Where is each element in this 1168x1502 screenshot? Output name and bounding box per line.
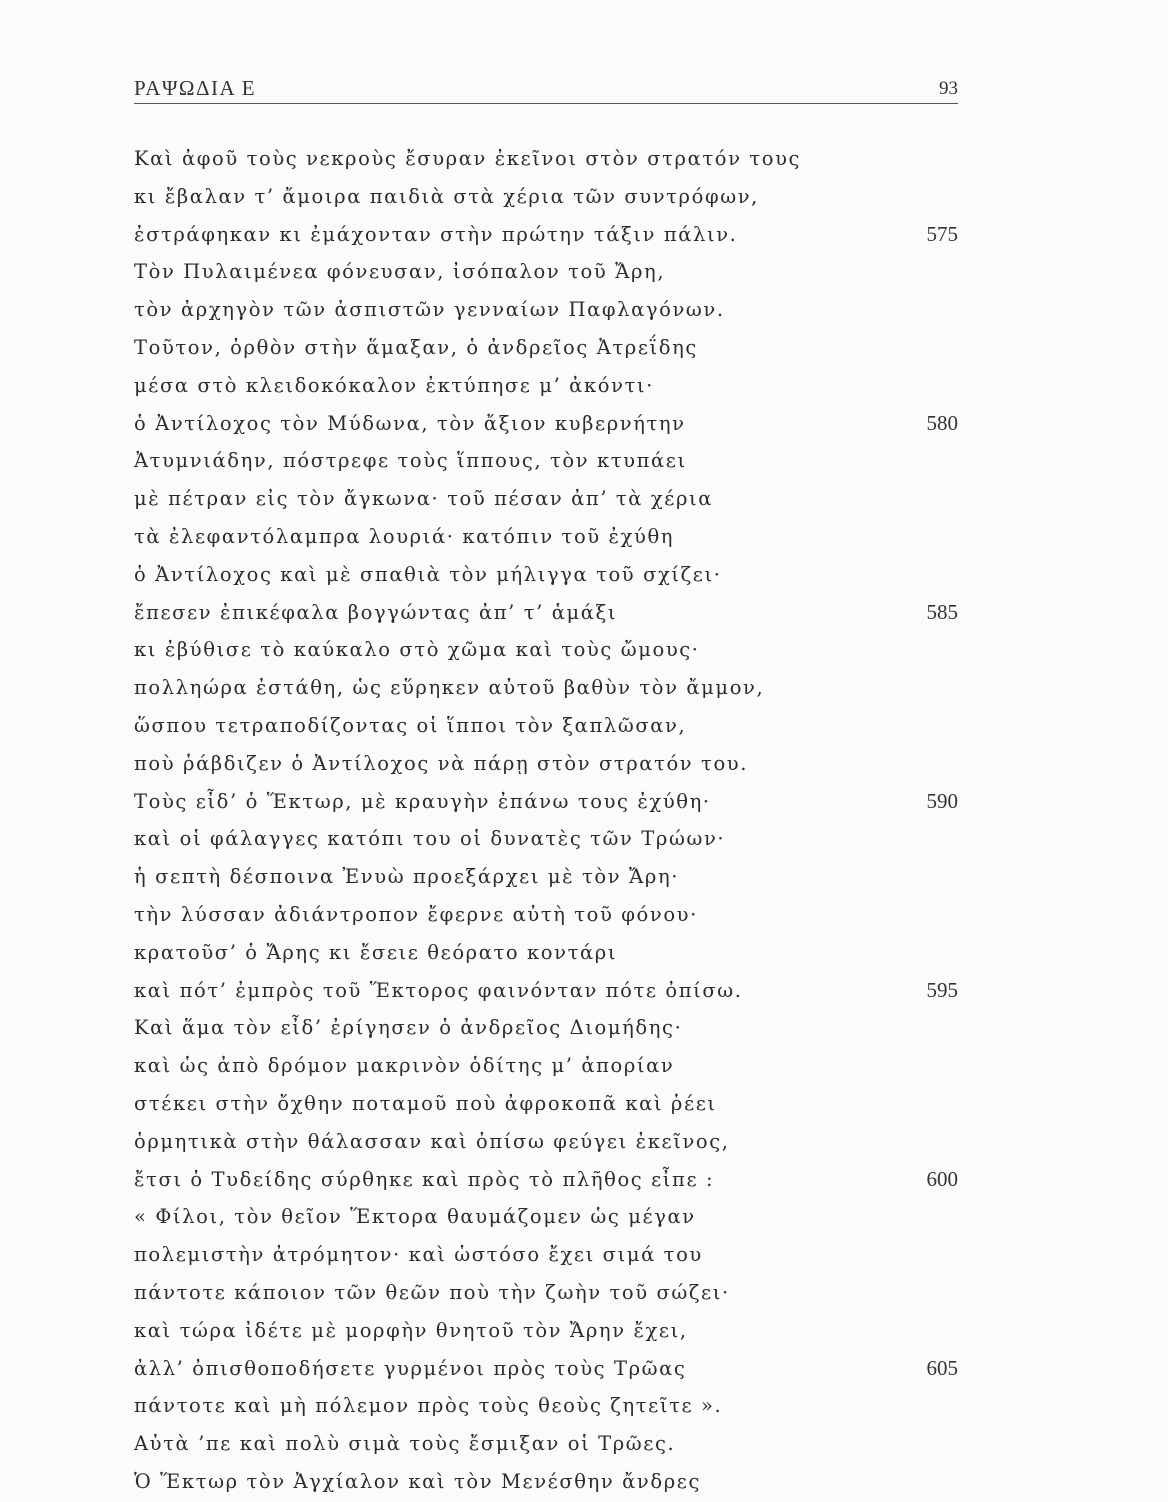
verse-text: Ὁ Ἕκτωρ τὸν Ἀγχίαλον καὶ τὸν Μενέσθην ἄνδρες bbox=[134, 1469, 702, 1493]
line-number: 580 bbox=[926, 410, 958, 435]
page-header bbox=[134, 70, 958, 104]
verse-text: κι ἔβαλαν τ’ ἄμοιρα παιδιὰ στὰ χέρια τῶν συντρόφων, bbox=[134, 184, 759, 208]
verse-line bbox=[134, 934, 958, 972]
verse-text: ἡ σεπτὴ δέσποινα Ἐνυὼ προεξάρχει μὲ τὸν Ἄρη· bbox=[134, 865, 680, 889]
verse-text: ὁρμητικὰ στὴν θάλασσαν καὶ ὀπίσω φεύγει ἐκεῖνος, bbox=[134, 1129, 730, 1153]
verse-line bbox=[134, 1161, 958, 1199]
verse-list bbox=[134, 140, 958, 1501]
verse-line bbox=[134, 140, 958, 178]
verse-line bbox=[134, 329, 958, 367]
verse-line bbox=[134, 291, 958, 329]
verse-line bbox=[134, 556, 958, 594]
verse-text: κι ἐβύθισε τὸ καύκαλο στὸ χῶμα καὶ τοὺς ὤμους· bbox=[134, 638, 700, 662]
line-number: 585 bbox=[926, 599, 958, 624]
verse-text: τὸν ἀρχηγὸν τῶν ἀσπιστῶν γενναίων Παφλαγόνων. bbox=[134, 298, 725, 322]
line-number: 595 bbox=[926, 977, 958, 1002]
verse-text: κρατοῦσ’ ὁ Ἄρης κι ἔσειε θεόρατο κοντάρι bbox=[134, 940, 618, 964]
verse-text: Τοῦτον, ὀρθὸν στὴν ἅμαξαν, ὁ ἀνδρεῖος Ἀτρεΐδης bbox=[134, 335, 698, 359]
verse-line bbox=[134, 858, 958, 896]
verse-line bbox=[134, 631, 958, 669]
line-number: 605 bbox=[926, 1355, 958, 1380]
verse-text: τὴν λύσσαν ἀδιάντροπον ἔφερνε αὐτὴ τοῦ φόνου· bbox=[134, 902, 698, 926]
verse-line bbox=[134, 1198, 958, 1236]
verse-line bbox=[134, 1047, 958, 1085]
line-number: 600 bbox=[926, 1166, 958, 1191]
verse-line bbox=[134, 1463, 958, 1501]
verse-line bbox=[134, 405, 958, 443]
verse-line bbox=[134, 178, 958, 216]
verse-line bbox=[134, 442, 958, 480]
verse-text: καὶ πότ’ ἐμπρὸς τοῦ Ἕκτορος φαινόνταν πότε ὀπίσω. bbox=[134, 978, 743, 1002]
verse-line bbox=[134, 594, 958, 632]
verse-line bbox=[134, 216, 958, 254]
verse-line bbox=[134, 896, 958, 934]
verse-text: τὰ ἐλεφαντόλαμπρα λουριά· κατόπιν τοῦ ἐχύθη bbox=[134, 524, 675, 548]
running-head: ΡΑΨΩΔΙΑ Ε bbox=[134, 76, 257, 100]
verse-text: καὶ τώρα ἰδέτε μὲ μορφὴν θνητοῦ τὸν Ἄρην ἔχει, bbox=[134, 1318, 688, 1342]
verse-line bbox=[134, 783, 958, 821]
verse-line bbox=[134, 1085, 958, 1123]
verse-line bbox=[134, 707, 958, 745]
verse-text: μέσα στὸ κλειδοκόκαλον ἐκτύπησε μ’ ἀκόντι· bbox=[134, 373, 654, 397]
verse-line bbox=[134, 1387, 958, 1425]
verse-text: Καὶ ἀφοῦ τοὺς νεκροὺς ἔσυραν ἐκεῖνοι στὸν στρατόν τους bbox=[134, 147, 802, 170]
verse-text: πολληώρα ἐστάθη, ὡς εὕρηκεν αὐτοῦ βαθὺν τὸν ἄμμον, bbox=[134, 676, 765, 700]
verse-line bbox=[134, 480, 958, 518]
verse-line bbox=[134, 1123, 958, 1161]
verse-line bbox=[134, 253, 958, 291]
verse-text: ὁ Ἀντίλοχος τὸν Μύδωνα, τὸν ἄξιον κυβερνήτην bbox=[134, 411, 686, 435]
verse-text: « Φίλοι, τὸν θεῖον Ἕκτορα θαυμάζομεν ὡς μέγαν bbox=[134, 1205, 696, 1229]
verse-line bbox=[134, 820, 958, 858]
verse-text: μὲ πέτραν εἰς τὸν ἄγκωνα· τοῦ πέσαν ἀπ’ τὰ χέρια bbox=[134, 487, 714, 511]
verse-text: ἔπεσεν ἐπικέφαλα βογγώντας ἀπ’ τ’ ἁμάξι bbox=[134, 600, 618, 624]
verse-line bbox=[134, 1274, 958, 1312]
verse-text: Ἀτυμνιάδην, πόστρεφε τοὺς ἵππους, τὸν κτυπάει bbox=[134, 449, 687, 473]
verse-text: ὥσπου τετραποδίζοντας οἱ ἵπποι τὸν ξαπλῶσαν, bbox=[134, 713, 687, 737]
verse-line bbox=[134, 518, 958, 556]
line-number: 575 bbox=[926, 221, 958, 246]
verse-text: καὶ οἱ φάλαγγες κατόπι του οἱ δυνατὲς τῶν Τρώων· bbox=[134, 827, 726, 851]
verse-text: ποὺ ῥάβδιζεν ὁ Ἀντίλοχος νὰ πάρῃ στὸν στρατόν του. bbox=[134, 751, 749, 775]
verse-text: στέκει στὴν ὄχθην ποταμοῦ ποὺ ἀφροκοπᾶ καὶ ῥέει bbox=[134, 1091, 717, 1115]
verse-text: Τοὺς εἶδ’ ὁ Ἕκτωρ, μὲ κραυγὴν ἐπάνω τους ἐχύθη· bbox=[134, 789, 711, 813]
verse-line bbox=[134, 972, 958, 1010]
verse-text: Αὐτὰ ’πε καὶ πολὺ σιμὰ τοὺς ἔσμιξαν οἱ Τρῶες. bbox=[134, 1432, 676, 1456]
page-number: 93 bbox=[939, 78, 958, 99]
verse-line bbox=[134, 669, 958, 707]
verse-text: ἔτσι ὁ Τυδείδης σύρθηκε καὶ πρὸς τὸ πλῆθος εἶπε : bbox=[134, 1167, 715, 1191]
line-number: 590 bbox=[926, 788, 958, 813]
verse-line bbox=[134, 1350, 958, 1388]
verse-line bbox=[134, 745, 958, 783]
verse-text: Τὸν Πυλαιμένεα φόνευσαν, ἰσόπαλον τοῦ Ἄρη, bbox=[134, 260, 666, 284]
verse-text: πάντοτε καὶ μὴ πόλεμον πρὸς τοὺς θεοὺς ζητεῖτε ». bbox=[134, 1394, 723, 1418]
verse-text: πάντοτε κάποιον τῶν θεῶν ποὺ τὴν ζωὴν τοῦ σώζει· bbox=[134, 1280, 730, 1304]
verse-text: πολεμιστὴν ἀτρόμητον· καὶ ὡστόσο ἔχει σιμά του bbox=[134, 1243, 703, 1267]
header-rule bbox=[134, 103, 958, 104]
verse-line bbox=[134, 1312, 958, 1350]
verse-text: ἀλλ’ ὀπισθοποδήσετε γυρμένοι πρὸς τοὺς Τρῶας bbox=[134, 1356, 687, 1380]
verse-text: ἐστράφηκαν κι ἐμάχονταν στὴν πρώτην τάξιν πάλιν. bbox=[134, 222, 738, 246]
verse-line bbox=[134, 1009, 958, 1047]
verse-line bbox=[134, 1425, 958, 1463]
verse-line bbox=[134, 1236, 958, 1274]
verse-text: ὁ Ἀντίλοχος καὶ μὲ σπαθιὰ τὸν μήλιγγα τοῦ σχίζει· bbox=[134, 562, 722, 586]
verse-text: καὶ ὡς ἀπὸ δρόμον μακρινὸν ὁδίτης μ’ ἀπορίαν bbox=[134, 1054, 675, 1078]
verse-line bbox=[134, 367, 958, 405]
verse-text: Καὶ ἅμα τὸν εἶδ’ ἐρίγησεν ὁ ἀνδρεῖος Διομήδης· bbox=[134, 1016, 683, 1040]
